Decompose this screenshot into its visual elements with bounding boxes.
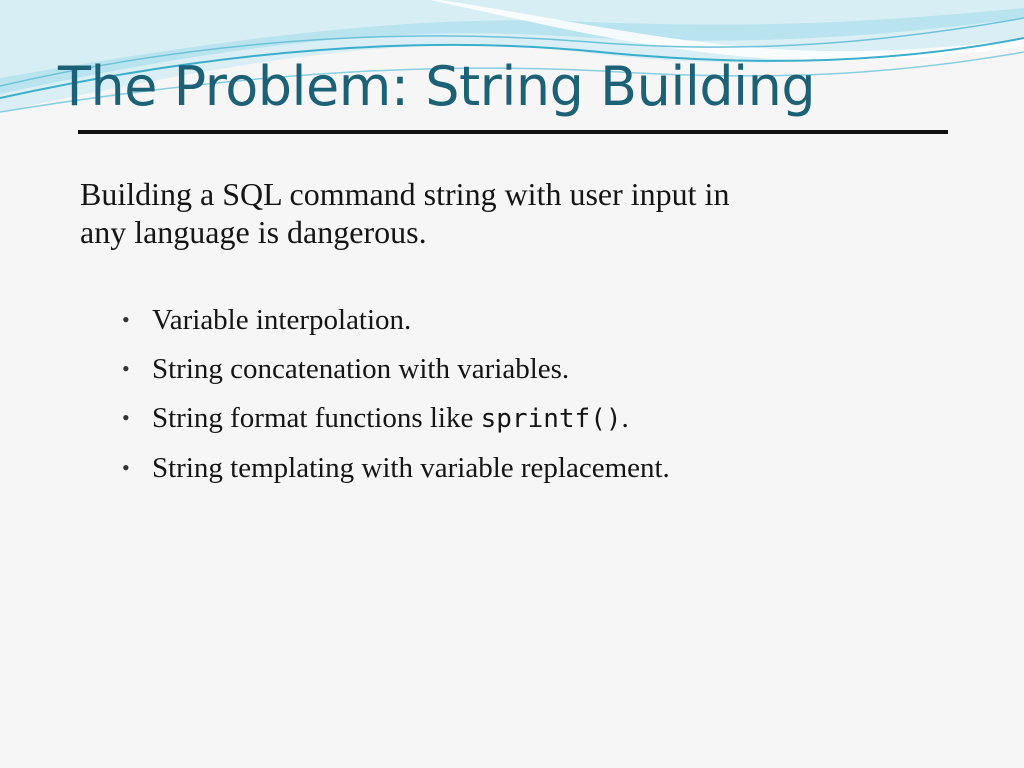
slide-title: The Problem: String Building — [58, 55, 816, 118]
code-sprintf: sprintf() — [480, 404, 622, 434]
intro-paragraph: Building a SQL command string with user input in any language is dangerous. — [80, 176, 730, 250]
bullet-text-after-code: . — [621, 402, 629, 434]
bullet-icon: • — [122, 455, 130, 480]
bullet-list — [122, 299, 670, 496]
bullet-text-before-code: String format functions like — [152, 402, 481, 434]
bullet-icon: • — [122, 405, 130, 430]
bullet-text: String templating with variable replacement. — [152, 452, 670, 484]
bullet-text: Variable interpolation. — [152, 304, 412, 336]
bullet-item-3 — [122, 397, 670, 440]
bullet-icon: • — [122, 307, 130, 332]
bullet-item-2 — [122, 348, 670, 390]
bullet-item-1 — [122, 299, 670, 341]
bullet-item-4 — [122, 447, 670, 489]
bullet-text: String concatenation with variables. — [152, 353, 570, 385]
bullet-icon: • — [122, 356, 130, 381]
title-underline — [78, 130, 948, 134]
